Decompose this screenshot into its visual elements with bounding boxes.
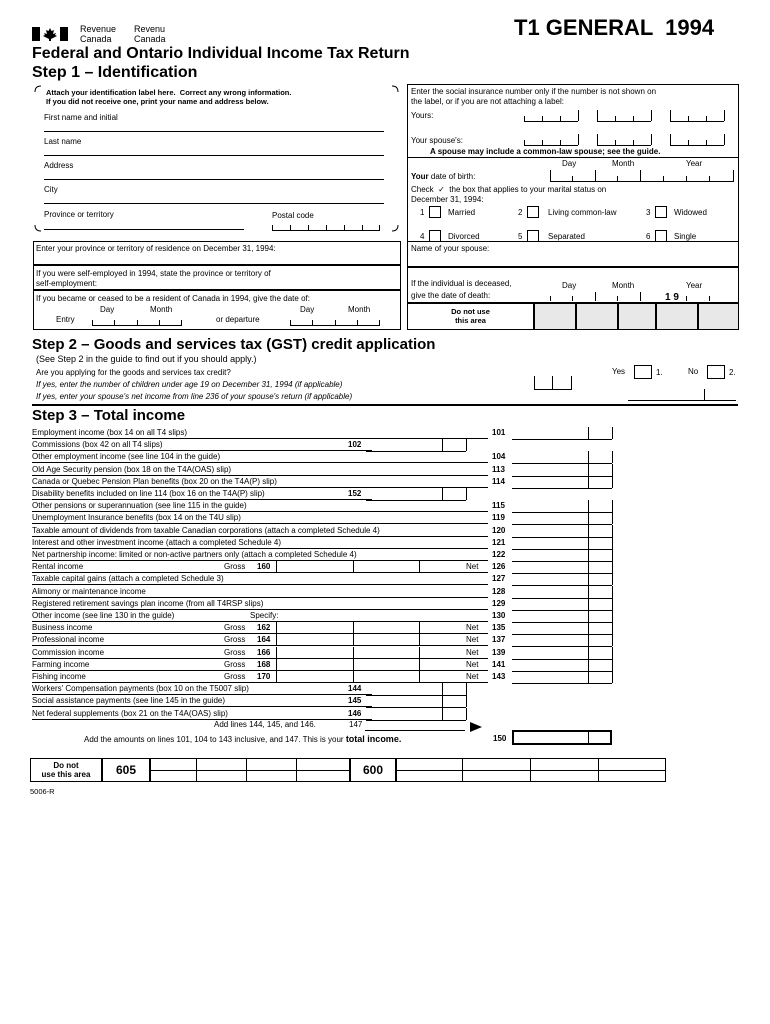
last-name-field[interactable] [44,146,384,156]
income-line-row [0,427,770,439]
departure-day-label: Day [300,305,315,314]
inner-line-code: 152 [348,489,362,498]
line-code: 115 [492,501,505,510]
last-name-label: Last name [44,137,82,146]
line-code: 120 [492,526,506,535]
step2-note: (See Step 2 in the guide to find out if you should apply.) [36,354,257,364]
marital-num-6: 6 [646,232,651,241]
line-code: 135 [492,623,506,632]
resident-note: If you became or ceased to be a resident of Canada in 1994, give the date of: [36,294,310,303]
income-line-label: Other income (see line 130 in the guide) [32,611,175,620]
arrow-right-icon [470,719,482,737]
self-employed-label: If you were self-employed in 1994, state the province or territory of self-employment: [36,269,271,288]
gst-question: Are you applying for the goods and services tax credit? [36,368,231,377]
shaded-area-5 [698,303,739,330]
gross-label: Gross [224,660,246,669]
spouses-label: Your spouse's: [411,136,463,145]
footer-code-605: 605 [115,763,137,777]
gst-no-checkbox[interactable] [707,365,725,379]
add-lines-code: 147 [349,720,363,729]
gross-label: Gross [224,648,246,657]
income-line-row [0,488,770,500]
income-line-label: Interest and other investment income (attach a completed Schedule 4) [32,538,282,547]
departure-label: or departure [216,315,260,324]
gross-code: 162 [257,623,271,632]
inner-line-code: 144 [348,684,362,693]
marital-label-separated: Separated [548,232,585,241]
gst-children-field[interactable] [534,376,572,390]
canada-flag-icon [32,26,68,42]
inner-line-code: 102 [348,440,362,449]
income-line-label: Unemployment Insurance benefits (box 14 on the T4U slip) [32,513,241,522]
sin-note: Enter the social insurance number only if the number is not shown on the label, or if you are not attaching a label: [411,87,657,106]
gst-yes-label: Yes [612,367,626,376]
gross-amount-field[interactable] [276,622,420,634]
footer-do-not-use-label: Do not use this area [41,761,91,779]
gst-spouse-income-field[interactable] [628,389,736,401]
income-line-label: Taxable capital gains (attach a completed Schedule 3) [32,574,224,583]
marital-num-5: 5 [518,232,523,241]
line-code: 121 [492,538,506,547]
income-line-row [0,500,770,512]
widowed-checkbox[interactable] [655,206,667,218]
income-line-label: Other employment income (see line 104 in the guide) [32,452,221,461]
inner-amount-field[interactable] [366,695,466,708]
line-amount-field[interactable] [512,634,612,647]
death-year-label: Year [686,281,703,290]
income-line-row [0,671,770,683]
income-line-row [0,476,770,488]
income-line-label: Employment income (box 14 on all T4 slips) [32,428,188,437]
line-code: 119 [492,513,505,522]
entry-month-label: Month [150,305,173,314]
province-field[interactable] [44,220,244,230]
line-code: 129 [492,599,506,608]
sin-spouse-field[interactable] [524,134,724,146]
first-name-label: First name and initial [44,113,118,122]
income-line-label: Registered retirement savings plan income (from all T4RSP slips) [32,599,264,608]
marital-num-2: 2 [518,208,523,217]
income-line-label: Fishing income [32,672,86,681]
total-income-text: Add the amounts on lines 101, 104 to 143 inclusive, and 147. This is your [84,735,344,744]
income-line-row [0,683,770,695]
first-name-field[interactable] [44,122,384,132]
net-label: Net [466,648,479,657]
line-code: 130 [492,611,506,620]
province-label: Province or territory [44,210,114,219]
gross-amount-field[interactable] [276,561,420,573]
line-code: 114 [492,477,505,486]
common-law-checkbox[interactable] [527,206,539,218]
gst-children-label: If yes, enter the number of children under age 19 on December 31, 1994 (if applicable) [36,380,343,389]
marital-label-single: Single [674,232,697,241]
main-title: Federal and Ontario Individual Income Tax Return [32,45,410,62]
net-label: Net [466,660,479,669]
line-code: 126 [492,562,506,571]
income-line-label: Workers' Compensation payments (box 10 on the T5007 slip) [32,684,249,693]
income-line-label: Alimony or maintenance income [32,587,146,596]
income-line-row [0,634,770,646]
income-line-label: Disability benefits included on line 114 (box 16 on the T4A(P) slip) [32,489,265,498]
entry-day-label: Day [100,305,115,314]
gross-code: 166 [257,648,271,657]
form-number: 5006-R [30,787,55,796]
address-label: Address [44,161,74,170]
marital-label-common-law: Living common-law [548,208,617,217]
total-income-label [84,734,401,745]
death-month-label: Month [612,281,635,290]
inner-line-code: 145 [348,696,362,705]
income-line-row [0,647,770,659]
income-line-row [0,451,770,463]
income-line-row [0,537,770,549]
line-code: 104 [492,452,506,461]
income-line-row [0,610,770,622]
marital-num-3: 3 [646,208,651,217]
step3-title: Step 3 – Total income [32,407,186,424]
gst-no-label: No [688,367,699,376]
income-line-label: Net federal supplements (box 21 on the T4A(OAS) slip) [32,709,228,718]
dob-label-bold: Your [411,172,429,181]
death-date-field[interactable] [550,292,734,303]
attach-label-note: Attach your identification label here. Correct any wrong information. If you did not receive one, print your name and address below. [46,88,292,106]
entry-date-field[interactable] [92,316,182,326]
shaded-area-3 [618,303,656,330]
dob-label-text: date of birth: [428,172,476,181]
line-code: 143 [492,672,506,681]
net-label: Net [466,635,479,644]
income-line-label: Net partnership income: limited or non-active partners only (attach a completed Schedule 4) [32,550,357,559]
city-field[interactable] [44,194,384,204]
income-line-row [0,549,770,561]
income-line-label: Taxable amount of dividends from taxable Canadian corporations (attach a completed Schedule 4) [32,526,380,535]
form-title: T1 GENERAL 1994 [514,15,715,40]
total-income-bold: total income. [345,734,402,744]
death-day-label: Day [562,281,577,290]
income-line-row [0,622,770,634]
death-year-prefix: 1 9 [665,292,679,303]
income-line-label: Farming income [32,660,90,669]
gross-label: Gross [224,635,246,644]
spouse-note: A spouse may include a common-law spouse; see the guide. [430,147,661,156]
marital-num-1: 1 [420,208,425,217]
departure-month-label: Month [348,305,371,314]
dob-month-label: Month [612,159,635,168]
gross-amount-field[interactable] [276,634,420,646]
entry-label: Entry [56,315,75,324]
marital-label-married: Married [448,208,476,217]
city-label: City [44,185,58,194]
gst-spouse-income-label: If yes, enter your spouse's net income from line 236 of your spouse's return (if applicable) [36,392,353,401]
postal-code-field[interactable] [272,221,380,231]
gross-label: Gross [224,623,246,632]
gross-code: 170 [257,672,271,681]
line-code: 128 [492,587,506,596]
income-line-label: Commission income [32,648,105,657]
gross-amount-field[interactable] [276,671,420,683]
specify-label: Specify: [250,611,279,620]
shaded-area-2 [576,303,618,330]
income-line-label: Professional income [32,635,105,644]
line-amount-field[interactable] [512,451,612,464]
dob-year-label: Year [686,159,703,168]
income-line-row [0,512,770,524]
line-amount-field[interactable] [512,512,612,525]
yours-label: Yours: [411,111,434,120]
gross-amount-field[interactable] [276,659,420,671]
marital-label-divorced: Divorced [448,232,480,241]
income-line-label: Rental income [32,562,84,571]
line-code: 137 [492,635,506,644]
address-field[interactable] [44,170,384,180]
departure-date-field[interactable] [290,316,380,326]
income-line-label: Old Age Security pension (box 18 on the T4A(OAS) slip) [32,465,232,474]
net-label: Net [466,623,479,632]
income-line-label: Business income [32,623,93,632]
marital-num-4: 4 [420,232,425,241]
income-line-row [0,561,770,573]
spouse-name-label: Name of your spouse: [411,244,490,253]
gross-code: 168 [257,660,271,669]
footer-code-600: 600 [362,763,384,777]
add-lines-field[interactable] [365,719,465,731]
income-line-row [0,464,770,476]
net-label: Net [466,672,479,681]
agency-name-en: Revenue Canada [80,24,117,44]
income-line-label: Social assistance payments (see line 145 in the guide) [32,696,225,705]
line-code: 141 [492,660,506,669]
gross-amount-field[interactable] [276,647,420,659]
deceased-label: If the individual is deceased, give the date of death: [411,279,512,300]
inner-line-code: 146 [348,709,362,718]
dob-field[interactable] [550,170,734,182]
step2-title: Step 2 – Goods and services tax (GST) credit application [32,336,436,353]
gross-code: 160 [257,562,271,571]
gst-yes-checkbox[interactable] [634,365,652,379]
income-line-row [0,586,770,598]
total-income-field[interactable] [512,730,612,745]
income-line-row [0,695,770,707]
gst-yes-num: 1. [656,368,663,377]
step2-divider [32,404,738,406]
line-amount-field[interactable] [512,573,612,586]
income-line-row [0,439,770,451]
sin-yours-field[interactable] [524,110,724,122]
line-code: 127 [492,574,506,583]
income-line-label: Commissions (box 42 on all T4 slips) [32,440,163,449]
gross-code: 164 [257,635,271,644]
line-code: 113 [492,465,505,474]
line-code: 101 [492,428,506,437]
total-income-code: 150 [493,734,507,743]
married-checkbox[interactable] [429,206,441,218]
income-line-row [0,659,770,671]
step1-title: Step 1 – Identification [32,64,198,81]
do-not-use-label: Do not use this area [451,307,490,325]
shaded-area-4 [656,303,698,330]
add-lines-label: Add lines 144, 145, and 146. [214,720,316,729]
dob-day-label: Day [562,159,577,168]
agency-name-fr: Revenu Canada [134,24,166,44]
income-line-row [0,573,770,585]
marital-check-note: Check ✓ the box that applies to your marital status on December 31, 1994: [411,185,607,204]
income-line-label: Canada or Quebec Pension Plan benefits (box 20 on the T4A(P) slip) [32,477,277,486]
income-line-label: Other pensions or superannuation (see line 115 in the guide) [32,501,247,510]
postal-code-label: Postal code [272,211,314,220]
gst-no-num: 2. [729,368,736,377]
dob-label [411,172,475,182]
marital-label-widowed: Widowed [674,208,707,217]
residence-label: Enter your province or territory of residence on December 31, 1994: [36,244,276,253]
line-code: 122 [492,550,506,559]
gross-label: Gross [224,562,246,571]
net-label: Net [466,562,479,571]
income-line-row [0,525,770,537]
line-code: 139 [492,648,506,657]
shaded-area-1 [534,303,576,330]
gross-label: Gross [224,672,246,681]
income-line-row [0,598,770,610]
